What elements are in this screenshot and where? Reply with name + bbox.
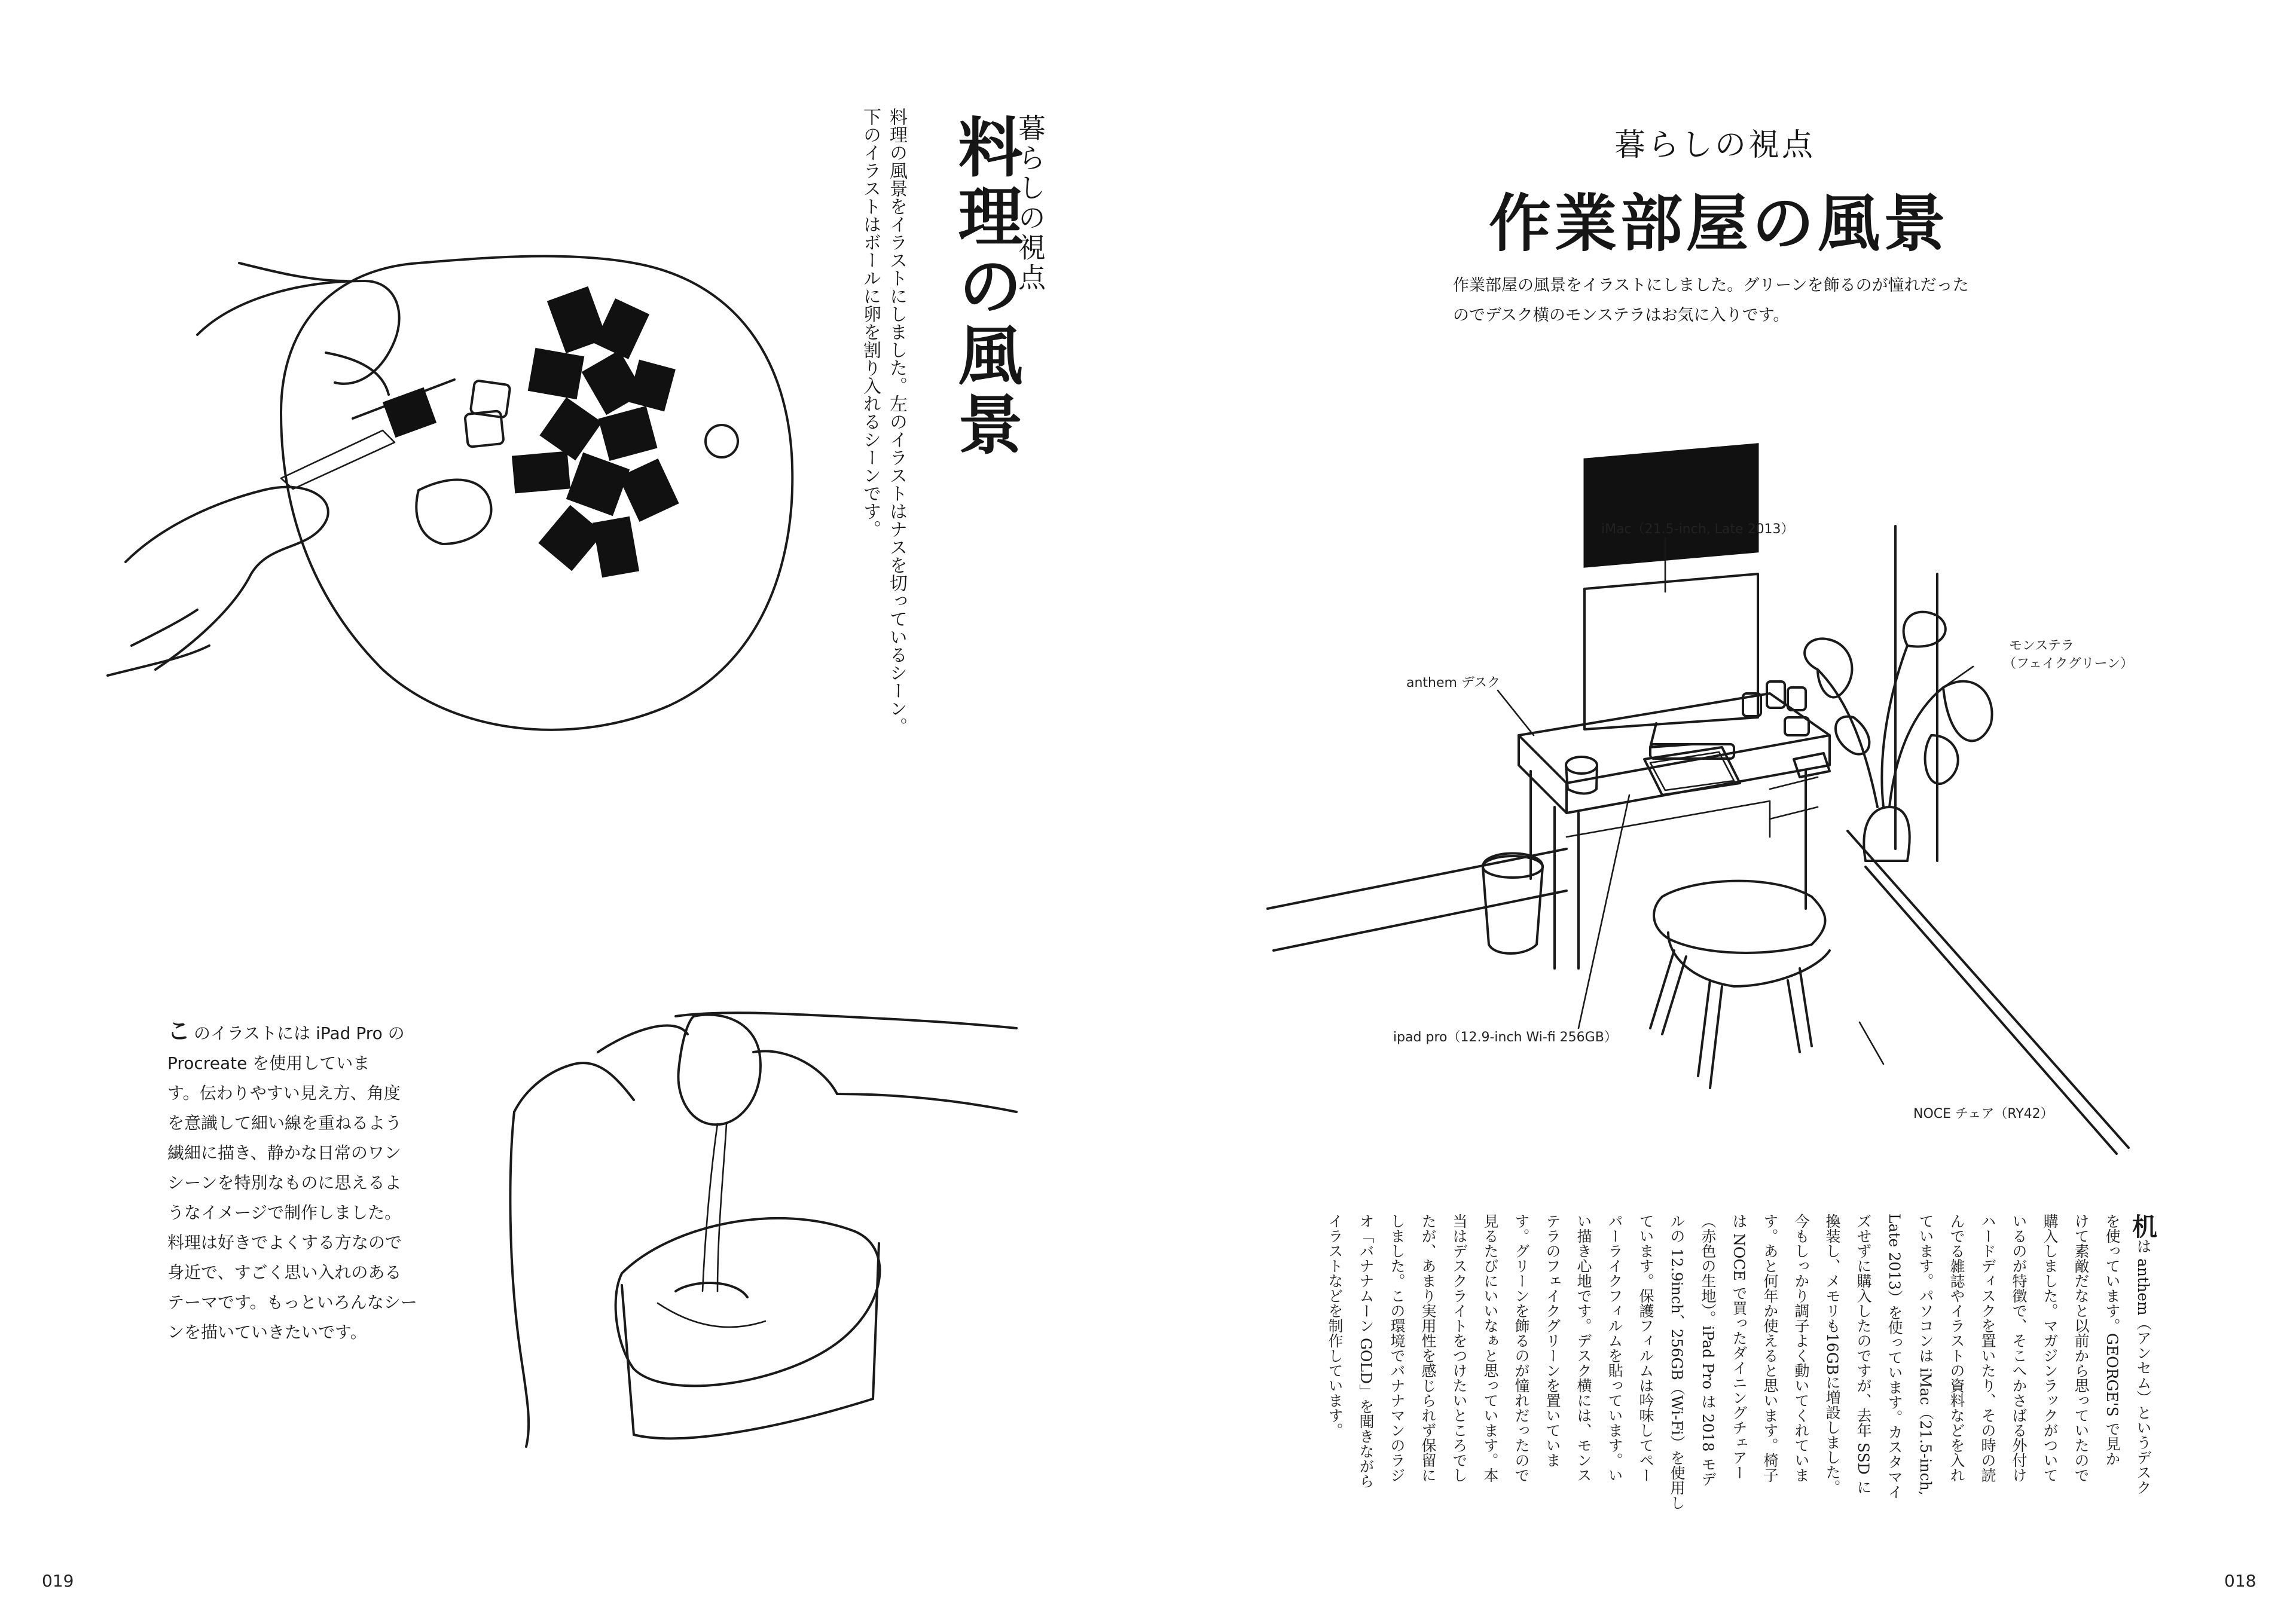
caption-chair: NOCE チェア（RY42） [1913,1107,2054,1121]
caption-imac: iMac（21.5-inch, Late 2013） [1601,522,1794,537]
right-body-column: す。グリーンを飾るのが憧れだったので [1513,1214,1530,1483]
left-title: 料理の風景 [947,114,1022,460]
right-body-column: イラストなどを制作しています。 [1326,1214,1344,1438]
right-body-column: ズせずに購入したのですが、去年 SSD に [1855,1214,1872,1494]
caption-desk: anthem デスク [1406,676,1501,690]
left-note-dropcap: こ [167,1017,191,1044]
left-note-line: 身近で、すごく思い入れのある [167,1263,402,1282]
right-body-column: んでる雑誌やイラストの資料などを入れ [1948,1214,1965,1483]
right-body-column: す。あと何年か使えると思います。椅子 [1761,1214,1779,1483]
left-kicker: 暮らしの視点 [1014,114,1046,293]
left-lead-line-2: 下のイラストはボールに卵を割り入れるシーンです。 [860,108,881,538]
right-body-column: ルの 12.9inch、256GB（Wi-Fi）を使用し [1668,1214,1686,1510]
left-note [167,1016,430,1347]
right-body-column: しました。この環境でバナナマンのラジ [1388,1214,1406,1483]
right-body-column: は NOCE で買ったダイニングチェアー [1730,1214,1748,1480]
right-body-column: たが、あまり実用性を感じられず保留に [1419,1214,1437,1483]
left-lead-line-1: 料理の風景をイラストにしました。左のイラストはナスを切っているシーン。 [886,108,907,735]
right-body [1315,1214,2158,1536]
right-lead-line-1: 作業部屋の風景をイラストにしました。グリーンを飾るのが憧れだった [1453,276,1969,295]
right-title: 作業部屋の風景 [1489,187,1950,260]
left-note-line: 繊細に描き、静かな日常のワン [167,1143,401,1163]
left-note-line: ンを描いていきたいです。 [167,1322,367,1342]
left-folio: 019 [42,1571,74,1591]
right-body-column: 購入しました。マガジンラックがついて [2041,1214,2059,1483]
right-lead-line-2: のでデスク横のモンステラはお気に入りです。 [1453,306,1790,325]
right-body-column: Late 2013）を使っています。カスタマイ [1886,1214,1903,1499]
caption-monstera: モンステラ [2009,638,2074,653]
left-note-line: Procreate を使用していま [167,1053,370,1073]
right-body-column: （赤色の生地）。iPad Pro は 2018 モデ [1699,1214,1717,1487]
right-body-column: いるのが特徴で、そこへかさばる外付け [2010,1214,2028,1483]
right-kicker: 暮らしの視点 [1614,127,1816,163]
right-page [1148,0,2296,1623]
right-body-column: パーライクフィルムを貼っています。い [1606,1214,1623,1483]
left-note-line: うなイメージで制作しました。 [167,1203,402,1222]
right-body-column: オ「バナナムーン GOLD」を聞きながら [1357,1214,1375,1489]
right-body-column: は anthem（アンセム）というデスク [2135,1239,2152,1495]
right-body-column: い描き心地です。デスク横には、モンス [1575,1214,1592,1483]
right-body-column: 今もしっかり調子よく動いてくれていま [1793,1214,1810,1483]
left-note-line: のイラストには iPad Pro の [194,1023,405,1043]
right-body-column: 換装し、メモリも16GBに増設しました。 [1824,1214,1841,1495]
right-body-column: 当はデスクライトをつけたいところでし [1451,1214,1468,1483]
right-body-column: ています。保護フィルムは吟味してペー [1637,1214,1654,1483]
caption-monstera-sub: （フェイクグリーン） [2003,656,2134,671]
right-body-column: ハードディスクを置いたり、その時の読 [1979,1214,1996,1483]
left-note-line: 料理は好きでよくする方なので [167,1233,402,1252]
caption-ipad: ipad pro（12.9-inch Wi-fi 256GB） [1393,1030,1617,1045]
right-body-column: けて素敵だなと以前から思っていたので [2072,1214,2090,1483]
right-body-column: を使っています。GEORGE'S で見か [2103,1214,2121,1466]
left-note-line: テーマです。もっといろんなシー [167,1292,417,1312]
left-note-line: す。伝わりやすい見え方、角度 [167,1083,401,1103]
right-body-dropcap: 机 [2129,1214,2158,1239]
right-body-column: テラのフェイクグリーンを置いていま [1544,1214,1561,1468]
right-folio: 018 [2224,1571,2257,1591]
left-note-line: を意識して細い線を重ねるよう [167,1113,402,1133]
left-note-line: シーンを特別なものに思えるよ [167,1173,402,1193]
right-body-column: ています。パソコンは iMac（21.5-inch, [1917,1214,1934,1496]
right-body-column: 見るたびにいいなぁと思っています。本 [1482,1214,1499,1483]
